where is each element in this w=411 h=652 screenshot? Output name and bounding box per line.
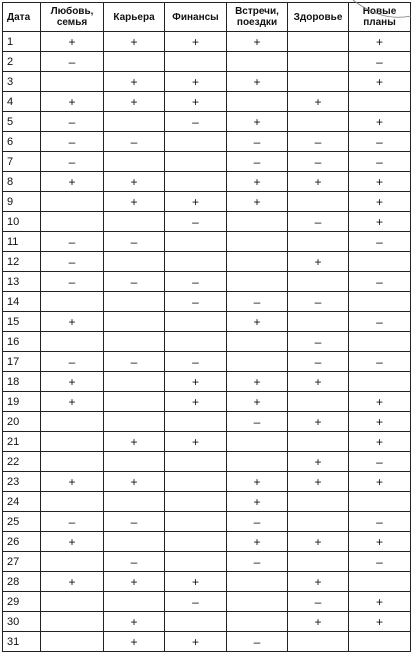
- career-cell: –: [104, 352, 165, 372]
- date-cell: 28: [3, 572, 41, 592]
- health-cell: [288, 112, 349, 132]
- meetings-trips-cell: –: [227, 292, 288, 312]
- new-plans-cell: –: [349, 132, 411, 152]
- new-plans-cell: [349, 632, 411, 652]
- new-plans-cell: +: [349, 192, 411, 212]
- date-cell: 1: [3, 32, 41, 52]
- table-row: [3, 52, 411, 72]
- health-cell: +: [288, 92, 349, 112]
- love-family-cell: [41, 292, 104, 312]
- health-cell: +: [288, 572, 349, 592]
- meetings-trips-cell: +: [227, 392, 288, 412]
- career-cell: –: [104, 272, 165, 292]
- new-plans-cell: +: [349, 212, 411, 232]
- health-cell: –: [288, 212, 349, 232]
- love-family-cell: +: [41, 532, 104, 552]
- career-cell: [104, 592, 165, 612]
- table-row: [3, 632, 411, 652]
- meetings-trips-cell: +: [227, 32, 288, 52]
- health-cell: +: [288, 612, 349, 632]
- finance-cell: +: [165, 392, 227, 412]
- table-row: [3, 392, 411, 412]
- health-cell: +: [288, 472, 349, 492]
- date-cell: 6: [3, 132, 41, 152]
- love-family-cell: +: [41, 312, 104, 332]
- new-plans-cell: +: [349, 112, 411, 132]
- finance-cell: –: [165, 112, 227, 132]
- meetings-trips-cell: [227, 52, 288, 72]
- career-cell: [104, 492, 165, 512]
- meetings-trips-cell: [227, 352, 288, 372]
- header-finance: Финансы: [165, 3, 227, 32]
- health-cell: –: [288, 152, 349, 172]
- health-cell: –: [288, 132, 349, 152]
- table-row: [3, 492, 411, 512]
- health-cell: [288, 492, 349, 512]
- health-cell: +: [288, 372, 349, 392]
- meetings-trips-cell: [227, 432, 288, 452]
- meetings-trips-cell: [227, 572, 288, 592]
- career-cell: [104, 52, 165, 72]
- finance-cell: –: [165, 352, 227, 372]
- love-family-cell: [41, 72, 104, 92]
- finance-cell: [165, 492, 227, 512]
- health-cell: –: [288, 352, 349, 372]
- date-cell: 17: [3, 352, 41, 372]
- new-plans-cell: [349, 372, 411, 392]
- health-cell: [288, 432, 349, 452]
- career-cell: –: [104, 512, 165, 532]
- date-cell: 18: [3, 372, 41, 392]
- love-family-cell: [41, 492, 104, 512]
- finance-cell: [165, 512, 227, 532]
- table-row: [3, 372, 411, 392]
- love-family-cell: –: [41, 52, 104, 72]
- date-cell: 14: [3, 292, 41, 312]
- finance-cell: [165, 472, 227, 492]
- header-date: Дата: [3, 3, 41, 32]
- meetings-trips-cell: –: [227, 552, 288, 572]
- date-cell: 27: [3, 552, 41, 572]
- date-cell: 5: [3, 112, 41, 132]
- new-plans-cell: [349, 572, 411, 592]
- finance-cell: [165, 172, 227, 192]
- health-cell: [288, 632, 349, 652]
- table-row: [3, 572, 411, 592]
- table-row: [3, 92, 411, 112]
- meetings-trips-cell: +: [227, 492, 288, 512]
- header-career: Карьера: [104, 3, 165, 32]
- meetings-trips-cell: [227, 452, 288, 472]
- career-cell: [104, 212, 165, 232]
- love-family-cell: +: [41, 92, 104, 112]
- career-cell: +: [104, 172, 165, 192]
- career-cell: +: [104, 72, 165, 92]
- new-plans-cell: +: [349, 392, 411, 412]
- health-cell: [288, 312, 349, 332]
- love-family-cell: [41, 332, 104, 352]
- finance-cell: [165, 232, 227, 252]
- finance-cell: +: [165, 432, 227, 452]
- new-plans-cell: +: [349, 32, 411, 52]
- finance-cell: [165, 452, 227, 472]
- finance-cell: +: [165, 372, 227, 392]
- finance-cell: [165, 412, 227, 432]
- love-family-cell: [41, 432, 104, 452]
- finance-cell: –: [165, 212, 227, 232]
- health-cell: [288, 392, 349, 412]
- career-cell: [104, 412, 165, 432]
- new-plans-cell: [349, 492, 411, 512]
- love-family-cell: +: [41, 372, 104, 392]
- new-plans-cell: –: [349, 512, 411, 532]
- health-cell: –: [288, 592, 349, 612]
- career-cell: [104, 332, 165, 352]
- meetings-trips-cell: –: [227, 152, 288, 172]
- meetings-trips-cell: +: [227, 172, 288, 192]
- date-cell: 15: [3, 312, 41, 332]
- date-cell: 31: [3, 632, 41, 652]
- table-row: [3, 152, 411, 172]
- career-cell: [104, 112, 165, 132]
- career-cell: +: [104, 572, 165, 592]
- health-cell: [288, 512, 349, 532]
- table-row: [3, 212, 411, 232]
- new-plans-cell: +: [349, 412, 411, 432]
- finance-cell: [165, 552, 227, 572]
- table-row: [3, 332, 411, 352]
- finance-cell: +: [165, 632, 227, 652]
- love-family-cell: [41, 452, 104, 472]
- finance-cell: [165, 612, 227, 632]
- meetings-trips-cell: [227, 252, 288, 272]
- love-family-cell: [41, 612, 104, 632]
- date-cell: 2: [3, 52, 41, 72]
- meetings-trips-cell: +: [227, 112, 288, 132]
- career-cell: –: [104, 132, 165, 152]
- date-cell: 25: [3, 512, 41, 532]
- meetings-trips-cell: +: [227, 72, 288, 92]
- career-cell: [104, 312, 165, 332]
- table-row: [3, 432, 411, 452]
- career-cell: [104, 392, 165, 412]
- health-cell: +: [288, 172, 349, 192]
- love-family-cell: –: [41, 512, 104, 532]
- finance-cell: +: [165, 192, 227, 212]
- finance-cell: [165, 252, 227, 272]
- header-new-plans: Новые планы: [349, 3, 411, 32]
- table-row: [3, 612, 411, 632]
- date-cell: 16: [3, 332, 41, 352]
- date-cell: 12: [3, 252, 41, 272]
- career-cell: +: [104, 472, 165, 492]
- date-cell: 4: [3, 92, 41, 112]
- table-row: [3, 472, 411, 492]
- career-cell: [104, 152, 165, 172]
- finance-cell: +: [165, 572, 227, 592]
- meetings-trips-cell: +: [227, 532, 288, 552]
- date-cell: 29: [3, 592, 41, 612]
- meetings-trips-cell: +: [227, 472, 288, 492]
- health-cell: –: [288, 332, 349, 352]
- new-plans-cell: –: [349, 152, 411, 172]
- finance-cell: [165, 332, 227, 352]
- date-cell: 24: [3, 492, 41, 512]
- love-family-cell: [41, 552, 104, 572]
- table-row: [3, 252, 411, 272]
- career-cell: +: [104, 92, 165, 112]
- header-meetings-trips: Встречи, поездки: [227, 3, 288, 32]
- table-row: [3, 192, 411, 212]
- love-family-cell: +: [41, 392, 104, 412]
- table-row: [3, 132, 411, 152]
- new-plans-cell: [349, 292, 411, 312]
- table-row: [3, 112, 411, 132]
- career-cell: +: [104, 612, 165, 632]
- meetings-trips-cell: [227, 212, 288, 232]
- love-family-cell: –: [41, 232, 104, 252]
- career-cell: [104, 252, 165, 272]
- new-plans-cell: +: [349, 72, 411, 92]
- love-family-cell: –: [41, 352, 104, 372]
- table-row: [3, 532, 411, 552]
- career-cell: [104, 372, 165, 392]
- health-cell: [288, 192, 349, 212]
- finance-cell: +: [165, 32, 227, 52]
- finance-cell: +: [165, 72, 227, 92]
- new-plans-cell: –: [349, 272, 411, 292]
- love-family-cell: [41, 212, 104, 232]
- love-family-cell: +: [41, 572, 104, 592]
- health-cell: +: [288, 252, 349, 272]
- date-cell: 23: [3, 472, 41, 492]
- table-body: [3, 32, 411, 652]
- date-cell: 9: [3, 192, 41, 212]
- career-cell: +: [104, 192, 165, 212]
- meetings-trips-cell: –: [227, 512, 288, 532]
- meetings-trips-cell: +: [227, 312, 288, 332]
- love-family-cell: –: [41, 152, 104, 172]
- love-family-cell: +: [41, 472, 104, 492]
- meetings-trips-cell: –: [227, 412, 288, 432]
- date-cell: 8: [3, 172, 41, 192]
- new-plans-cell: +: [349, 532, 411, 552]
- career-cell: +: [104, 632, 165, 652]
- meetings-trips-cell: [227, 332, 288, 352]
- meetings-trips-cell: [227, 612, 288, 632]
- meetings-trips-cell: [227, 592, 288, 612]
- table-row: [3, 272, 411, 292]
- new-plans-cell: +: [349, 472, 411, 492]
- career-cell: –: [104, 552, 165, 572]
- new-plans-cell: [349, 332, 411, 352]
- love-family-cell: –: [41, 252, 104, 272]
- finance-cell: [165, 152, 227, 172]
- table-row: [3, 232, 411, 252]
- new-plans-cell: –: [349, 312, 411, 332]
- career-cell: [104, 452, 165, 472]
- table-row: [3, 292, 411, 312]
- health-cell: [288, 272, 349, 292]
- meetings-trips-cell: +: [227, 192, 288, 212]
- finance-cell: [165, 132, 227, 152]
- new-plans-cell: –: [349, 452, 411, 472]
- health-cell: +: [288, 452, 349, 472]
- date-cell: 11: [3, 232, 41, 252]
- new-plans-cell: +: [349, 592, 411, 612]
- date-cell: 3: [3, 72, 41, 92]
- health-cell: [288, 32, 349, 52]
- table-row: [3, 172, 411, 192]
- love-family-cell: [41, 412, 104, 432]
- table-row: [3, 312, 411, 332]
- love-family-cell: –: [41, 132, 104, 152]
- finance-cell: –: [165, 592, 227, 612]
- date-cell: 10: [3, 212, 41, 232]
- meetings-trips-cell: [227, 272, 288, 292]
- date-cell: 26: [3, 532, 41, 552]
- love-family-cell: +: [41, 32, 104, 52]
- career-cell: +: [104, 32, 165, 52]
- new-plans-cell: –: [349, 552, 411, 572]
- header-love-family: Любовь, семья: [41, 3, 104, 32]
- new-plans-cell: –: [349, 352, 411, 372]
- love-family-cell: [41, 632, 104, 652]
- meetings-trips-cell: –: [227, 632, 288, 652]
- finance-cell: [165, 312, 227, 332]
- new-plans-cell: +: [349, 432, 411, 452]
- finance-cell: +: [165, 92, 227, 112]
- calendar-table: [2, 2, 411, 652]
- table-row: [3, 32, 411, 52]
- date-cell: 7: [3, 152, 41, 172]
- health-cell: +: [288, 532, 349, 552]
- date-cell: 20: [3, 412, 41, 432]
- love-family-cell: [41, 592, 104, 612]
- finance-cell: [165, 532, 227, 552]
- health-cell: [288, 52, 349, 72]
- date-cell: 22: [3, 452, 41, 472]
- new-plans-cell: [349, 252, 411, 272]
- header-health: Здоровье: [288, 3, 349, 32]
- meetings-trips-cell: [227, 232, 288, 252]
- finance-cell: –: [165, 272, 227, 292]
- table-row: [3, 352, 411, 372]
- header-row: [3, 3, 411, 32]
- table-row: [3, 412, 411, 432]
- date-cell: 13: [3, 272, 41, 292]
- love-family-cell: +: [41, 172, 104, 192]
- health-cell: [288, 552, 349, 572]
- table-row: [3, 512, 411, 532]
- new-plans-cell: –: [349, 232, 411, 252]
- new-plans-cell: +: [349, 612, 411, 632]
- love-family-cell: –: [41, 112, 104, 132]
- health-cell: [288, 72, 349, 92]
- career-cell: [104, 532, 165, 552]
- career-cell: [104, 292, 165, 312]
- table-row: [3, 592, 411, 612]
- career-cell: +: [104, 432, 165, 452]
- new-plans-cell: [349, 92, 411, 112]
- table-row: [3, 452, 411, 472]
- table-row: [3, 72, 411, 92]
- health-cell: [288, 232, 349, 252]
- new-plans-cell: +: [349, 172, 411, 192]
- date-cell: 19: [3, 392, 41, 412]
- meetings-trips-cell: +: [227, 372, 288, 392]
- love-family-cell: [41, 192, 104, 212]
- health-cell: –: [288, 292, 349, 312]
- health-cell: +: [288, 412, 349, 432]
- table-row: [3, 552, 411, 572]
- new-plans-cell: –: [349, 52, 411, 72]
- finance-cell: [165, 52, 227, 72]
- love-family-cell: –: [41, 272, 104, 292]
- meetings-trips-cell: [227, 92, 288, 112]
- finance-cell: –: [165, 292, 227, 312]
- date-cell: 30: [3, 612, 41, 632]
- meetings-trips-cell: –: [227, 132, 288, 152]
- date-cell: 21: [3, 432, 41, 452]
- career-cell: –: [104, 232, 165, 252]
